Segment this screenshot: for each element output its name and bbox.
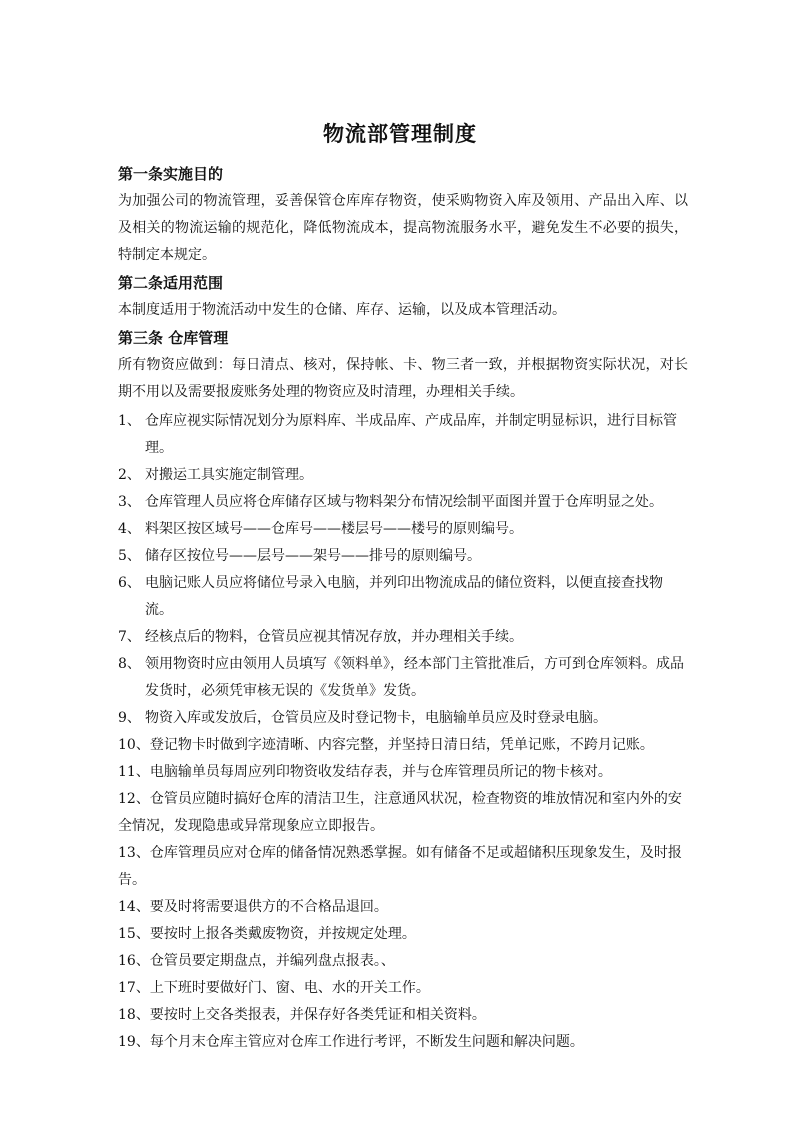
item-text: 料架区按区域号——仓库号——楼层号——楼号的原则编号。 [145, 521, 523, 537]
item-text: 要及时将需要退供方的不合格品退回。 [149, 899, 388, 915]
list-item [118, 894, 688, 921]
item-number: 5、 [118, 548, 141, 564]
section-heading-warehouse: 第三条 仓库管理 [118, 329, 229, 347]
list-item [118, 570, 688, 624]
item-number: 14、 [118, 899, 150, 915]
item-text: 要按时上交各类报表，并保存好各类凭证和相关资料。 [149, 1007, 486, 1023]
list-item [118, 786, 688, 840]
item-text: 登记物卡时做到字迹清晰、内容完整，并坚持日清日结，凭单记账，不跨月记账。 [149, 737, 654, 753]
list-item [118, 948, 688, 975]
section-heading-purpose: 第一条实施目的 [118, 165, 224, 183]
item-number: 1、 [118, 413, 141, 429]
item-text: 经核点后的物料，仓管员应视其情况存放，并办理相关手续。 [145, 629, 523, 645]
list-item [118, 975, 688, 1002]
list-item [118, 1029, 688, 1056]
list-item [118, 516, 688, 543]
item-number: 3、 [118, 494, 141, 510]
list-item [118, 462, 688, 489]
list-item [118, 543, 688, 570]
item-number: 6、 [118, 575, 141, 591]
list-item [118, 489, 688, 516]
list-item [118, 759, 688, 786]
item-number: 7、 [118, 629, 141, 645]
item-number: 11、 [118, 764, 150, 780]
item-text: 储存区按位号——层号——架号——排号的原则编号。 [145, 548, 481, 564]
item-text: 上下班时要做好门、窗、电、水的开关工作。 [149, 980, 430, 996]
list-item [118, 408, 688, 462]
item-number: 9、 [118, 710, 141, 726]
item-number: 13、 [118, 845, 150, 861]
item-number: 16、 [118, 953, 150, 969]
item-text: 仓库管理员应对仓库的储备情况熟悉掌握。如有储备不足或超储积压现象发生，及时报告。 [118, 845, 682, 888]
item-text: 每个月末仓库主管应对仓库工作进行考评，不断发生问题和解决问题。 [149, 1034, 584, 1050]
section-body-purpose: 为加强公司的物流管理，妥善保管仓库库存物资，使采购物资入库及领用、产品出入库、以及相关的物流运输的规范化，降低物流成本，提高物流服务水平，避免发生不必要的损失，特制定本规定。 [118, 193, 688, 263]
list-item [118, 732, 688, 759]
item-number: 10、 [118, 737, 150, 753]
document-body [118, 160, 688, 1056]
item-number: 18、 [118, 1007, 150, 1023]
list-item [118, 651, 688, 705]
item-number: 8、 [118, 656, 141, 672]
item-text: 要按时上报各类戴废物资，并按规定处理。 [149, 926, 416, 942]
list-item [118, 1002, 688, 1029]
item-text: 电脑输单员每周应列印物资收发结存表，并与仓库管理员所记的物卡核对。 [149, 764, 612, 780]
warehouse-rules-list [118, 408, 688, 1056]
item-text: 物资入库或发放后，仓管员应及时登记物卡，电脑输单员应及时登录电脑。 [145, 710, 607, 726]
item-text: 仓库应视实际情况划分为原料库、半成品库、产成品库，并制定明显标识，进行目标管理。 [145, 413, 677, 456]
item-number: 17、 [118, 980, 150, 996]
item-text: 电脑记账人员应将储位号录入电脑，并列印出物流成品的储位资料，以便直接查找物流。 [145, 575, 663, 618]
list-item [118, 624, 688, 651]
list-item [118, 921, 688, 948]
item-text: 领用物资时应由领用人员填写《领料单》，经本部门主管批准后，方可到仓库领料。成品发货时，必须凭审核无误的《发货单》发货。 [145, 656, 684, 699]
section-body-warehouse: 所有物资应做到：每日清点、核对，保持帐、卡、物三者一致，并根据物资实际状况，对长期不用以及需要报废账务处理的物资应及时清理，办理相关手续。 [118, 357, 688, 400]
section-body-scope: 本制度适用于物流活动中发生的仓储、库存、运输，以及成本管理活动。 [118, 302, 566, 318]
item-text: 仓管员应随时搞好仓库的清洁卫生，注意通风状况，检查物资的堆放情况和室内外的安全情况，发现隐患或异常现象应立即报告。 [118, 791, 682, 834]
item-text: 仓管员要定期盘点，并编列盘点报表。、 [149, 953, 395, 969]
list-item [118, 840, 688, 894]
section-heading-scope: 第二条适用范围 [118, 274, 224, 292]
item-number: 19、 [118, 1034, 150, 1050]
item-number: 12、 [118, 791, 150, 807]
item-number: 15、 [118, 926, 150, 942]
document-title: 物流部管理制度 [323, 122, 477, 146]
item-text: 对搬运工具实施定制管理。 [145, 467, 313, 483]
list-item [118, 705, 688, 732]
item-number: 2、 [118, 467, 141, 483]
item-text: 仓库管理人员应将仓库储存区域与物料架分布情况绘制平面图并置于仓库明显之处。 [145, 494, 663, 510]
item-number: 4、 [118, 521, 141, 537]
